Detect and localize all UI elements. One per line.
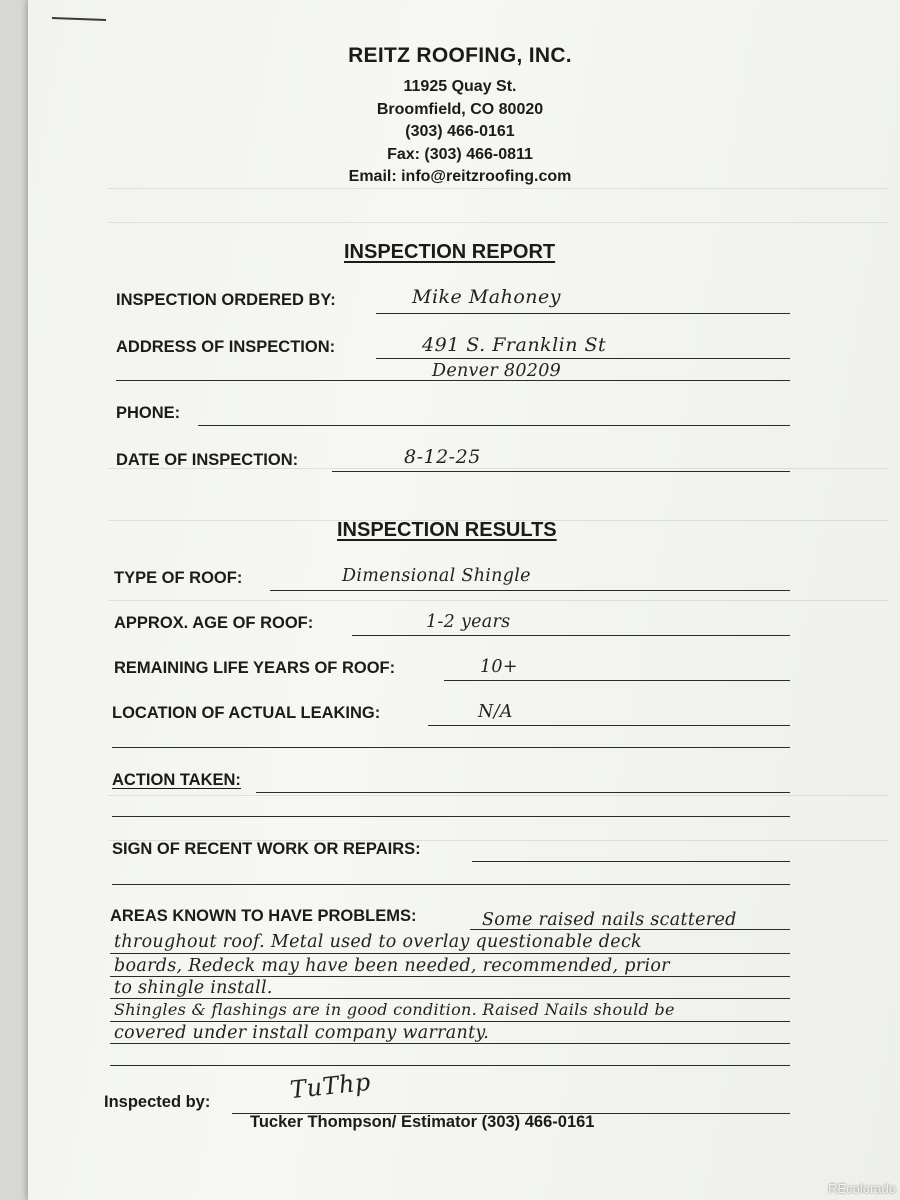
address-line-1: [376, 358, 790, 359]
recent-work-label: SIGN OF RECENT WORK OR REPAIRS:: [112, 840, 421, 858]
problems-text-line: boards, Redeck may have been needed, recommended, prior: [114, 956, 670, 976]
address-value-line2: Denver 80209: [432, 361, 562, 381]
inspected-by-label: Inspected by:: [104, 1093, 211, 1111]
results-title: INSPECTION RESULTS: [337, 519, 557, 541]
problems-text-line: covered under install company warranty.: [114, 1023, 490, 1043]
company-address-line1: 11925 Quay St.: [403, 78, 517, 95]
problems-label: AREAS KNOWN TO HAVE PROBLEMS:: [110, 907, 417, 925]
leak-location-line-1: [428, 725, 790, 726]
letterhead: [300, 44, 620, 189]
date-label: DATE OF INSPECTION:: [116, 451, 299, 469]
problems-line-7: [110, 1065, 790, 1066]
problems-text-line: throughout roof. Metal used to overlay questionable deck: [114, 932, 642, 952]
company-address-line2: Broomfield, CO 80020: [376, 100, 544, 118]
phone-line: [198, 425, 790, 426]
roof-type-line: [270, 590, 790, 591]
address-value-line1: 491 S. Franklin St: [422, 334, 607, 356]
remaining-life-label: REMAINING LIFE YEARS OF ROOF:: [114, 659, 396, 677]
roof-age-label: APPROX. AGE OF ROOF:: [114, 614, 314, 632]
address-label: ADDRESS OF INSPECTION:: [116, 338, 336, 356]
date-value: 8-12-25: [404, 446, 481, 468]
ordered-by-label: INSPECTION ORDERED BY:: [116, 291, 336, 309]
problems-line-6: [110, 1043, 790, 1044]
ordered-by-line: [376, 313, 790, 314]
recent-work-line-1: [472, 861, 790, 862]
roof-age-line: [352, 635, 790, 636]
remaining-life-value: 10+: [480, 657, 518, 677]
ordered-by-value: Mike Mahoney: [412, 286, 562, 308]
company-name: REITZ ROOFING, INC.: [348, 44, 572, 67]
inspector-name: Tucker Thompson/ Estimator (303) 466-0161: [250, 1113, 595, 1131]
report-title: INSPECTION REPORT: [344, 241, 556, 263]
problems-text-line: to shingle install.: [114, 978, 273, 998]
company-phone: (303) 466-0161: [405, 123, 515, 140]
remaining-life-line: [444, 680, 790, 681]
company-email: Email: info@reitzroofing.com: [348, 168, 572, 185]
problems-text-line: Shingles & flashings are in good condition. Raised Nails should be: [114, 1000, 675, 1019]
company-fax: Fax: (303) 466-0811: [387, 145, 533, 163]
leak-location-label: LOCATION OF ACTUAL LEAKING:: [112, 704, 381, 722]
signature: TuThp: [288, 1067, 373, 1105]
action-taken-line-1: [256, 792, 790, 793]
roof-type-label: TYPE OF ROOF:: [114, 569, 243, 587]
date-line: [332, 471, 790, 472]
action-taken-line-2: [112, 816, 790, 817]
watermark: REcolorado: [828, 1181, 896, 1196]
problems-line-2: [110, 953, 790, 954]
recent-work-line-2: [112, 884, 790, 885]
roof-age-value: 1-2 years: [426, 612, 511, 632]
action-taken-label: ACTION TAKEN:: [112, 771, 241, 789]
leak-location-line-2: [112, 747, 790, 748]
leak-location-value: N/A: [478, 702, 513, 722]
phone-label: PHONE:: [116, 404, 181, 422]
problems-text-line: Some raised nails scattered: [482, 910, 737, 930]
roof-type-value: Dimensional Shingle: [342, 566, 531, 586]
